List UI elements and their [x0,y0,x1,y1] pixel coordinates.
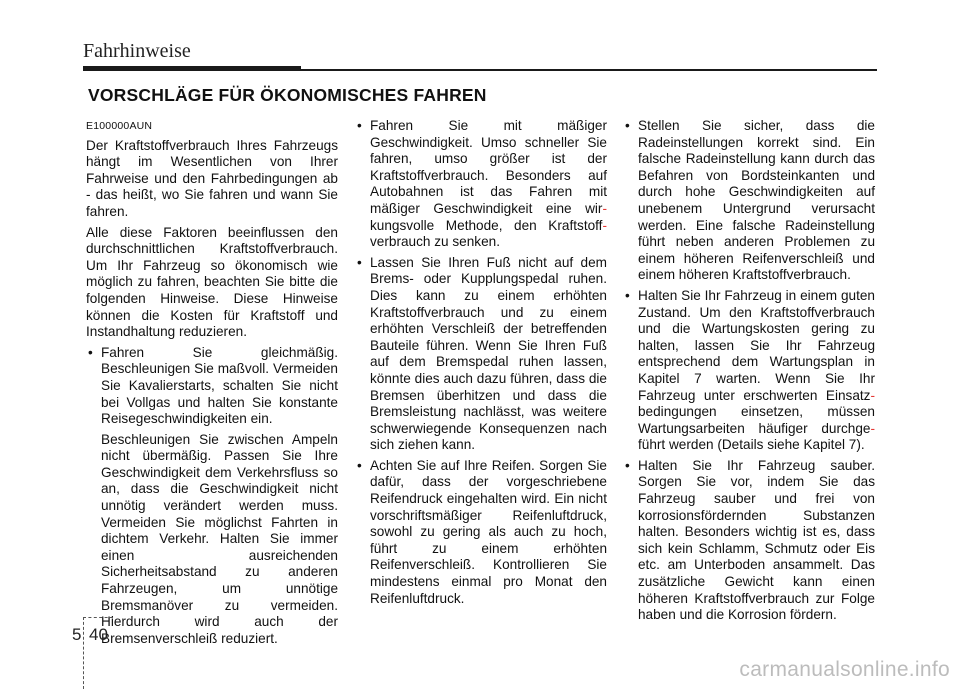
bullet-drive-smoothly: • Fahren Sie gleichmäßig. Beschleunigen Sie maßvoll. Vermeiden Sie Kavalierstarts, schalten Sie nicht bei Vollgas und halten Sie konstante Reisegeschwindigkeiten ein. [86,345,338,428]
watermark: carmanualsonline.info [739,658,950,681]
header-rule-thick [83,66,301,71]
bullet-clean-vehicle: • Halten Sie Ihr Fahrzeug sauber. Sorgen Sie vor, indem Sie das Fahrzeug sauber und frei von korrosionsfördernden Substanzen halten. Besonders wichtig ist es, dass sich kein Schlamm, Schmutz oder Eis etc. am Unterboden ansammelt. Das zusätzliche Gewicht kann einen höheren Kraftstoffverbrauch zur Folge haben und die Korrosion fördern. [623,458,875,624]
section-code: E100000AUN [86,120,153,132]
bullet-moderate-speed-text-c: verbrauch zu senken. [370,234,500,250]
hyphen-mark: - [602,200,607,216]
bullet-moderate-speed-text-a: Fahren Sie mit mäßiger Geschwindigkeit. Umso schneller Sie fahren, umso größer ist der Kraftstoffverbrauch. Besonders auf Autobahnen ist das Fahren mit mäßiger Geschwindigkeit eine wir [370,118,607,216]
header-rule-thin [301,69,877,71]
chapter-number: 5 [72,625,82,644]
page-number: 40 [89,625,108,644]
section-heading: Fahrhinweise [83,40,191,62]
column-1 [86,118,338,651]
paragraph-intro: Der Kraftstoffverbrauch Ihres Fahrzeugs hängt im Wesentlichen von Ihrer Fahrweise und den Fahrbedingungen ab - das heißt, wo Sie fahren und wann Sie fahren. [86,137,338,219]
bullet-maintenance [623,288,875,454]
paragraph-factors: Alle diese Faktoren beeinflussen den durchschnittlichen Kraftstoffverbrauch. Um Ihr Fahrzeug so ökonomisch wie möglich zu fahren, beachten Sie bitte die folgenden Hinweise. Diese Hinweise können die Kosten für Kraftstoff und Instandhaltung reduzieren. [86,224,338,340]
bullet-moderate-speed [355,118,607,251]
footer-divider-horizontal [83,617,113,618]
column-3 [623,118,875,628]
footer-divider-vertical [83,617,84,689]
bullet-maintenance-text-a: Halten Sie Ihr Fahrzeug in einem guten Zustand. Um den Kraftstoffverbrauch und die Wartungskosten gering zu halten, lassen Sie Ihr Fahrzeug entsprechend dem Wartungsplan in Kapitel 7 warten. Wenn Sie Ihr Fahrzeug unter erschwerten Einsatz [638,287,875,403]
bullet-wheel-alignment: • Stellen Sie sicher, dass die Radeinstellungen korrekt sind. Ein falsche Radeinstellung kann durch das Befahren von Bordsteinkanten und durch hohe Geschwindigkeiten auf unebenem Untergrund verursacht werden. Eine falsche Radeinstellung führt neben anderen Problemen zu einem höheren Reifenverschleiß und einem höheren Kraftstoffverbrauch. [623,118,875,284]
bullet-moderate-speed-text-b: kungsvolle Methode, den Kraftstoff [370,217,603,233]
hyphen-mark: - [870,420,875,436]
page-title: VORSCHLÄGE FÜR ÖKONOMISCHES FAHREN [88,85,487,105]
column-2 [355,118,607,611]
hyphen-mark: - [602,217,607,233]
bullet-pedal-rest: • Lassen Sie Ihren Fuß nicht auf dem Brems- oder Kupplungspedal ruhen. Dies kann zu einem erhöhten Kraftstoffverbrauch und zu einem erhöhten Verschleiß der betreffenden Bauteile führen. Wenn Sie Ihren Fuß auf dem Bremspedal ruhen lassen, könnte dies auch dazu führen, dass die Bremsen überhitzen und dass die Bremsleistung nachlässt, was weitere schwerwiegende Konsequenzen nach sich ziehen kann. [355,255,607,454]
bullet-maintenance-text-b: bedingungen einsetzen, müssen Wartungsarbeiten häufiger durchge [638,404,875,436]
hyphen-mark: - [870,387,875,403]
bullet-tires: • Achten Sie auf Ihre Reifen. Sorgen Sie dafür, dass der vorgeschriebene Reifendruck eingehalten wird. Ein nicht vorschriftsmäßiger Reifenluftdruck, sowohl zu gering als auch zu hoch, führt zu einem erhöhten Reifenverschleiß. Kontrollieren Sie mindestens einmal pro Monat den Reifenluftdruck. [355,458,607,607]
bullet-maintenance-text-c: führt werden (Details siehe Kapitel 7). [638,437,865,453]
bullet-drive-smoothly-continued: Beschleunigen Sie zwischen Ampeln nicht übermäßig. Passen Sie Ihre Geschwindigkeit dem Verkehrsfluss so an, dass die Geschwindigkeit nicht unnötig verändert werden muss. Vermeiden Sie möglichst Fahrten in dichtem Verkehr. Halten Sie immer einen ausreichenden Sicherheitsabstand zu anderen Fahrzeugen, um unnötige Bremsmanöver zu vermeiden. Hierdurch wird auch der Bremsenverschleiß reduziert. [101,431,338,646]
